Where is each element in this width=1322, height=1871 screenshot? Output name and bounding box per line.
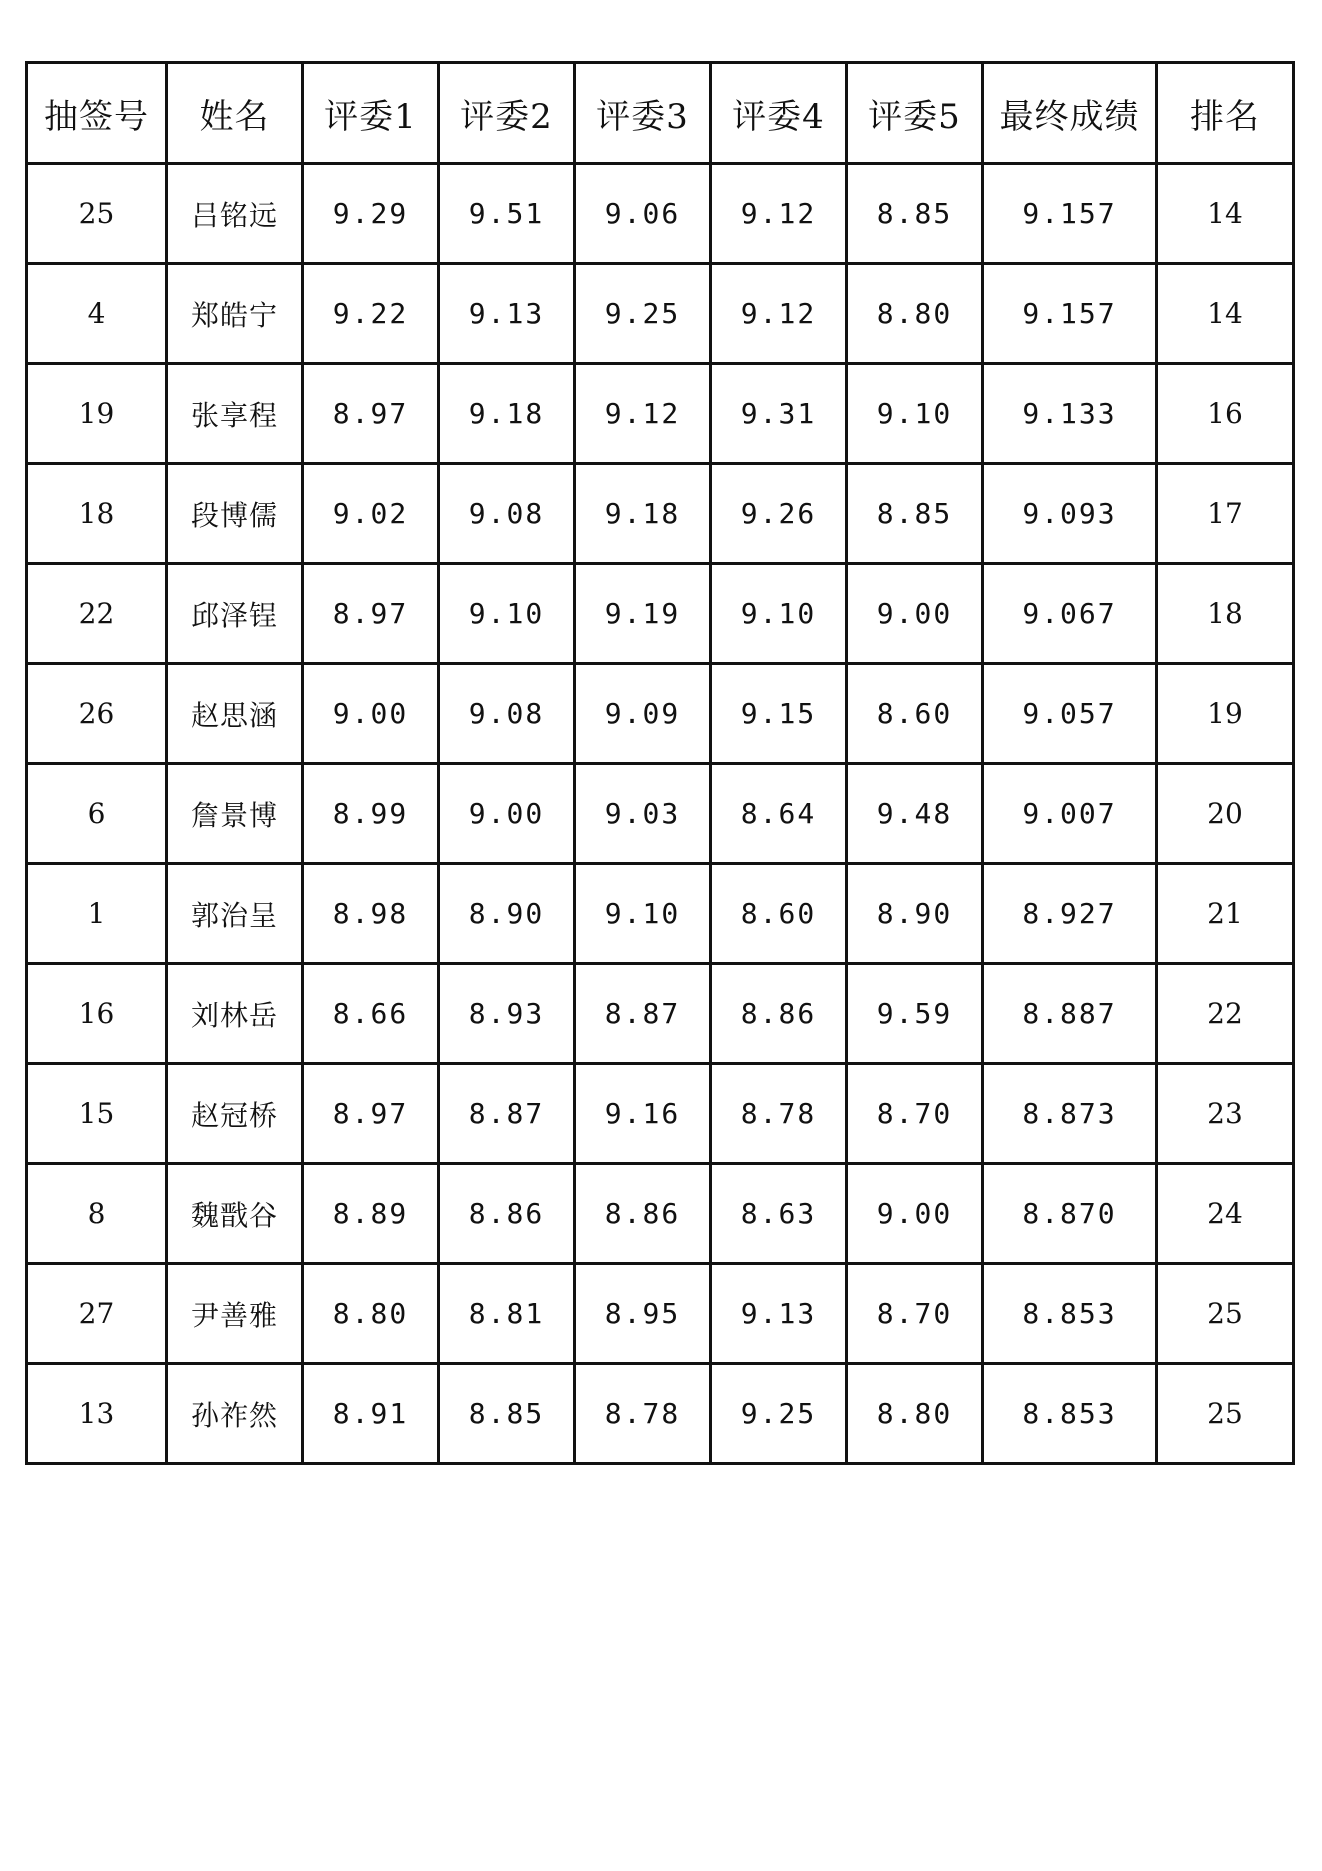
cell-rank: 25 <box>1157 1264 1294 1364</box>
cell-judge-1: 8.66 <box>303 964 439 1064</box>
cell-name: 段博儒 <box>167 464 303 564</box>
cell-judge-2: 9.13 <box>439 264 575 364</box>
cell-judge-2: 9.51 <box>439 164 575 264</box>
cell-judge-5: 9.00 <box>847 1164 983 1264</box>
cell-judge-4: 9.25 <box>711 1364 847 1464</box>
cell-final-score: 9.007 <box>983 764 1157 864</box>
table-header <box>27 63 1294 164</box>
score-sheet <box>25 61 1292 1465</box>
cell-final-score: 8.887 <box>983 964 1157 1064</box>
cell-final-score: 9.157 <box>983 164 1157 264</box>
cell-name: 郭治呈 <box>167 864 303 964</box>
cell-draw-number: 19 <box>27 364 167 464</box>
table-row <box>27 164 1294 264</box>
cell-judge-4: 8.86 <box>711 964 847 1064</box>
cell-draw-number: 13 <box>27 1364 167 1464</box>
cell-final-score: 8.853 <box>983 1264 1157 1364</box>
cell-judge-5: 9.48 <box>847 764 983 864</box>
table-row <box>27 364 1294 464</box>
cell-judge-1: 8.98 <box>303 864 439 964</box>
cell-name: 邱泽锃 <box>167 564 303 664</box>
cell-name: 魏戬谷 <box>167 1164 303 1264</box>
cell-judge-1: 8.97 <box>303 564 439 664</box>
header-name: 姓名 <box>167 63 303 164</box>
table-row <box>27 464 1294 564</box>
cell-judge-2: 8.81 <box>439 1264 575 1364</box>
cell-judge-1: 8.80 <box>303 1264 439 1364</box>
cell-judge-3: 9.18 <box>575 464 711 564</box>
cell-judge-4: 8.64 <box>711 764 847 864</box>
cell-judge-5: 8.60 <box>847 664 983 764</box>
cell-judge-3: 8.87 <box>575 964 711 1064</box>
cell-name: 尹善雅 <box>167 1264 303 1364</box>
cell-judge-5: 8.85 <box>847 164 983 264</box>
cell-rank: 14 <box>1157 164 1294 264</box>
cell-judge-4: 9.26 <box>711 464 847 564</box>
cell-judge-4: 9.13 <box>711 1264 847 1364</box>
cell-judge-2: 9.18 <box>439 364 575 464</box>
cell-rank: 19 <box>1157 664 1294 764</box>
cell-final-score: 9.157 <box>983 264 1157 364</box>
cell-name: 郑皓宁 <box>167 264 303 364</box>
cell-rank: 22 <box>1157 964 1294 1064</box>
cell-judge-1: 8.97 <box>303 364 439 464</box>
cell-judge-5: 9.00 <box>847 564 983 664</box>
cell-name: 孙祚然 <box>167 1364 303 1464</box>
cell-judge-1: 9.29 <box>303 164 439 264</box>
cell-judge-2: 9.00 <box>439 764 575 864</box>
cell-judge-2: 8.86 <box>439 1164 575 1264</box>
cell-judge-4: 9.12 <box>711 164 847 264</box>
cell-judge-4: 8.78 <box>711 1064 847 1164</box>
cell-judge-4: 9.15 <box>711 664 847 764</box>
cell-judge-1: 9.22 <box>303 264 439 364</box>
cell-judge-2: 8.90 <box>439 864 575 964</box>
cell-rank: 24 <box>1157 1164 1294 1264</box>
table-row <box>27 664 1294 764</box>
cell-judge-4: 9.10 <box>711 564 847 664</box>
cell-rank: 17 <box>1157 464 1294 564</box>
cell-judge-2: 9.08 <box>439 464 575 564</box>
cell-judge-1: 8.99 <box>303 764 439 864</box>
cell-name: 赵思涵 <box>167 664 303 764</box>
cell-judge-3: 9.06 <box>575 164 711 264</box>
cell-judge-3: 9.09 <box>575 664 711 764</box>
cell-judge-2: 8.93 <box>439 964 575 1064</box>
cell-judge-3: 9.03 <box>575 764 711 864</box>
cell-rank: 16 <box>1157 364 1294 464</box>
cell-name: 赵冠桥 <box>167 1064 303 1164</box>
cell-rank: 20 <box>1157 764 1294 864</box>
cell-judge-2: 9.10 <box>439 564 575 664</box>
cell-name: 张享程 <box>167 364 303 464</box>
cell-draw-number: 1 <box>27 864 167 964</box>
cell-rank: 14 <box>1157 264 1294 364</box>
table-row <box>27 264 1294 364</box>
cell-judge-3: 9.19 <box>575 564 711 664</box>
cell-judge-3: 9.10 <box>575 864 711 964</box>
cell-judge-5: 8.70 <box>847 1264 983 1364</box>
table-row <box>27 1364 1294 1464</box>
cell-judge-5: 9.10 <box>847 364 983 464</box>
cell-final-score: 9.057 <box>983 664 1157 764</box>
header-judge-5: 评委5 <box>847 63 983 164</box>
cell-draw-number: 26 <box>27 664 167 764</box>
cell-draw-number: 8 <box>27 1164 167 1264</box>
cell-judge-1: 8.97 <box>303 1064 439 1164</box>
cell-judge-2: 9.08 <box>439 664 575 764</box>
cell-draw-number: 16 <box>27 964 167 1064</box>
cell-final-score: 8.927 <box>983 864 1157 964</box>
cell-final-score: 9.093 <box>983 464 1157 564</box>
table-row <box>27 1264 1294 1364</box>
cell-judge-3: 9.12 <box>575 364 711 464</box>
cell-final-score: 8.853 <box>983 1364 1157 1464</box>
cell-name: 刘林岳 <box>167 964 303 1064</box>
table-row <box>27 564 1294 664</box>
table-row <box>27 1164 1294 1264</box>
header-row <box>27 63 1294 164</box>
header-final-score: 最终成绩 <box>983 63 1157 164</box>
header-judge-3: 评委3 <box>575 63 711 164</box>
cell-draw-number: 4 <box>27 264 167 364</box>
cell-judge-3: 8.78 <box>575 1364 711 1464</box>
cell-judge-5: 8.90 <box>847 864 983 964</box>
cell-final-score: 8.870 <box>983 1164 1157 1264</box>
cell-rank: 18 <box>1157 564 1294 664</box>
table-row <box>27 1064 1294 1164</box>
cell-draw-number: 18 <box>27 464 167 564</box>
cell-judge-5: 9.59 <box>847 964 983 1064</box>
header-judge-4: 评委4 <box>711 63 847 164</box>
table-row <box>27 864 1294 964</box>
cell-draw-number: 22 <box>27 564 167 664</box>
cell-rank: 21 <box>1157 864 1294 964</box>
cell-judge-5: 8.70 <box>847 1064 983 1164</box>
cell-draw-number: 25 <box>27 164 167 264</box>
cell-judge-3: 8.86 <box>575 1164 711 1264</box>
table-row <box>27 964 1294 1064</box>
cell-judge-4: 9.31 <box>711 364 847 464</box>
header-judge-2: 评委2 <box>439 63 575 164</box>
cell-final-score: 9.067 <box>983 564 1157 664</box>
cell-draw-number: 27 <box>27 1264 167 1364</box>
header-rank: 排名 <box>1157 63 1294 164</box>
cell-judge-1: 8.89 <box>303 1164 439 1264</box>
cell-judge-2: 8.85 <box>439 1364 575 1464</box>
cell-judge-5: 8.85 <box>847 464 983 564</box>
cell-judge-1: 9.00 <box>303 664 439 764</box>
cell-judge-3: 8.95 <box>575 1264 711 1364</box>
cell-judge-1: 9.02 <box>303 464 439 564</box>
cell-judge-3: 9.16 <box>575 1064 711 1164</box>
cell-draw-number: 6 <box>27 764 167 864</box>
cell-judge-3: 9.25 <box>575 264 711 364</box>
cell-name: 吕铭远 <box>167 164 303 264</box>
cell-judge-4: 8.60 <box>711 864 847 964</box>
cell-judge-5: 8.80 <box>847 1364 983 1464</box>
table-body <box>27 164 1294 1464</box>
table-row <box>27 764 1294 864</box>
cell-name: 詹景博 <box>167 764 303 864</box>
cell-judge-4: 9.12 <box>711 264 847 364</box>
cell-judge-5: 8.80 <box>847 264 983 364</box>
cell-rank: 25 <box>1157 1364 1294 1464</box>
cell-judge-2: 8.87 <box>439 1064 575 1164</box>
cell-judge-4: 8.63 <box>711 1164 847 1264</box>
cell-judge-1: 8.91 <box>303 1364 439 1464</box>
score-table <box>25 61 1295 1465</box>
cell-draw-number: 15 <box>27 1064 167 1164</box>
header-draw-number: 抽签号 <box>27 63 167 164</box>
header-judge-1: 评委1 <box>303 63 439 164</box>
cell-final-score: 9.133 <box>983 364 1157 464</box>
cell-rank: 23 <box>1157 1064 1294 1164</box>
cell-final-score: 8.873 <box>983 1064 1157 1164</box>
